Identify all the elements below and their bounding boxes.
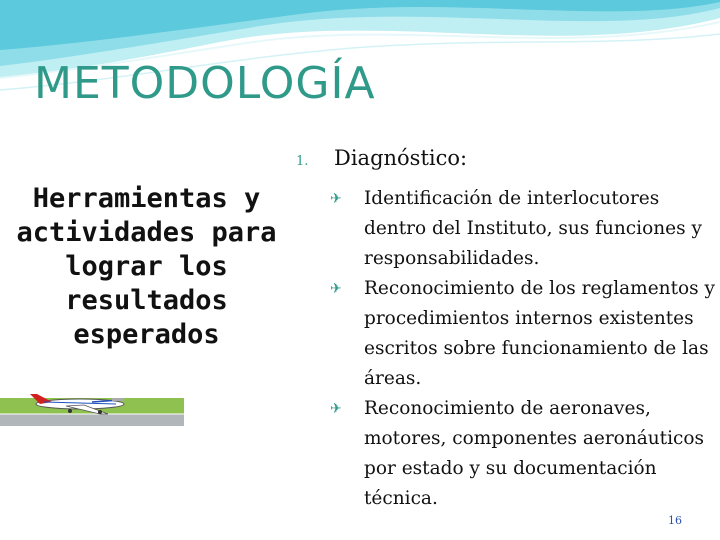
airplane-illustration bbox=[0, 390, 190, 435]
list-item bbox=[330, 274, 715, 394]
bullet-text: Identificación de interlocutores dentro del Instituto, sus funciones y responsabilidades. bbox=[364, 188, 702, 269]
airplane-bullet-icon: ✈ bbox=[330, 191, 342, 207]
item-label: Diagnóstico: bbox=[334, 146, 468, 170]
bullet-text: Reconocimiento de los reglamentos y procedimientos internos existentes escritos sobre funcionamiento de las áreas. bbox=[364, 278, 715, 389]
left-heading: Herramientas y actividades para lograr los resultados esperados bbox=[16, 183, 277, 350]
page-number: 16 bbox=[668, 514, 682, 527]
bullet-text: Reconocimiento de aeronaves, motores, componentes aeronáuticos por estado y su documentación técnica. bbox=[364, 398, 705, 509]
item-number: 1. bbox=[296, 154, 309, 169]
airplane-bullet-icon: ✈ bbox=[330, 401, 342, 417]
list-item bbox=[330, 394, 715, 514]
list-item bbox=[330, 184, 715, 274]
bullet-list bbox=[330, 184, 715, 514]
slide-title: METODOLOGÍA bbox=[34, 58, 376, 109]
airplane-bullet-icon: ✈ bbox=[330, 281, 342, 297]
